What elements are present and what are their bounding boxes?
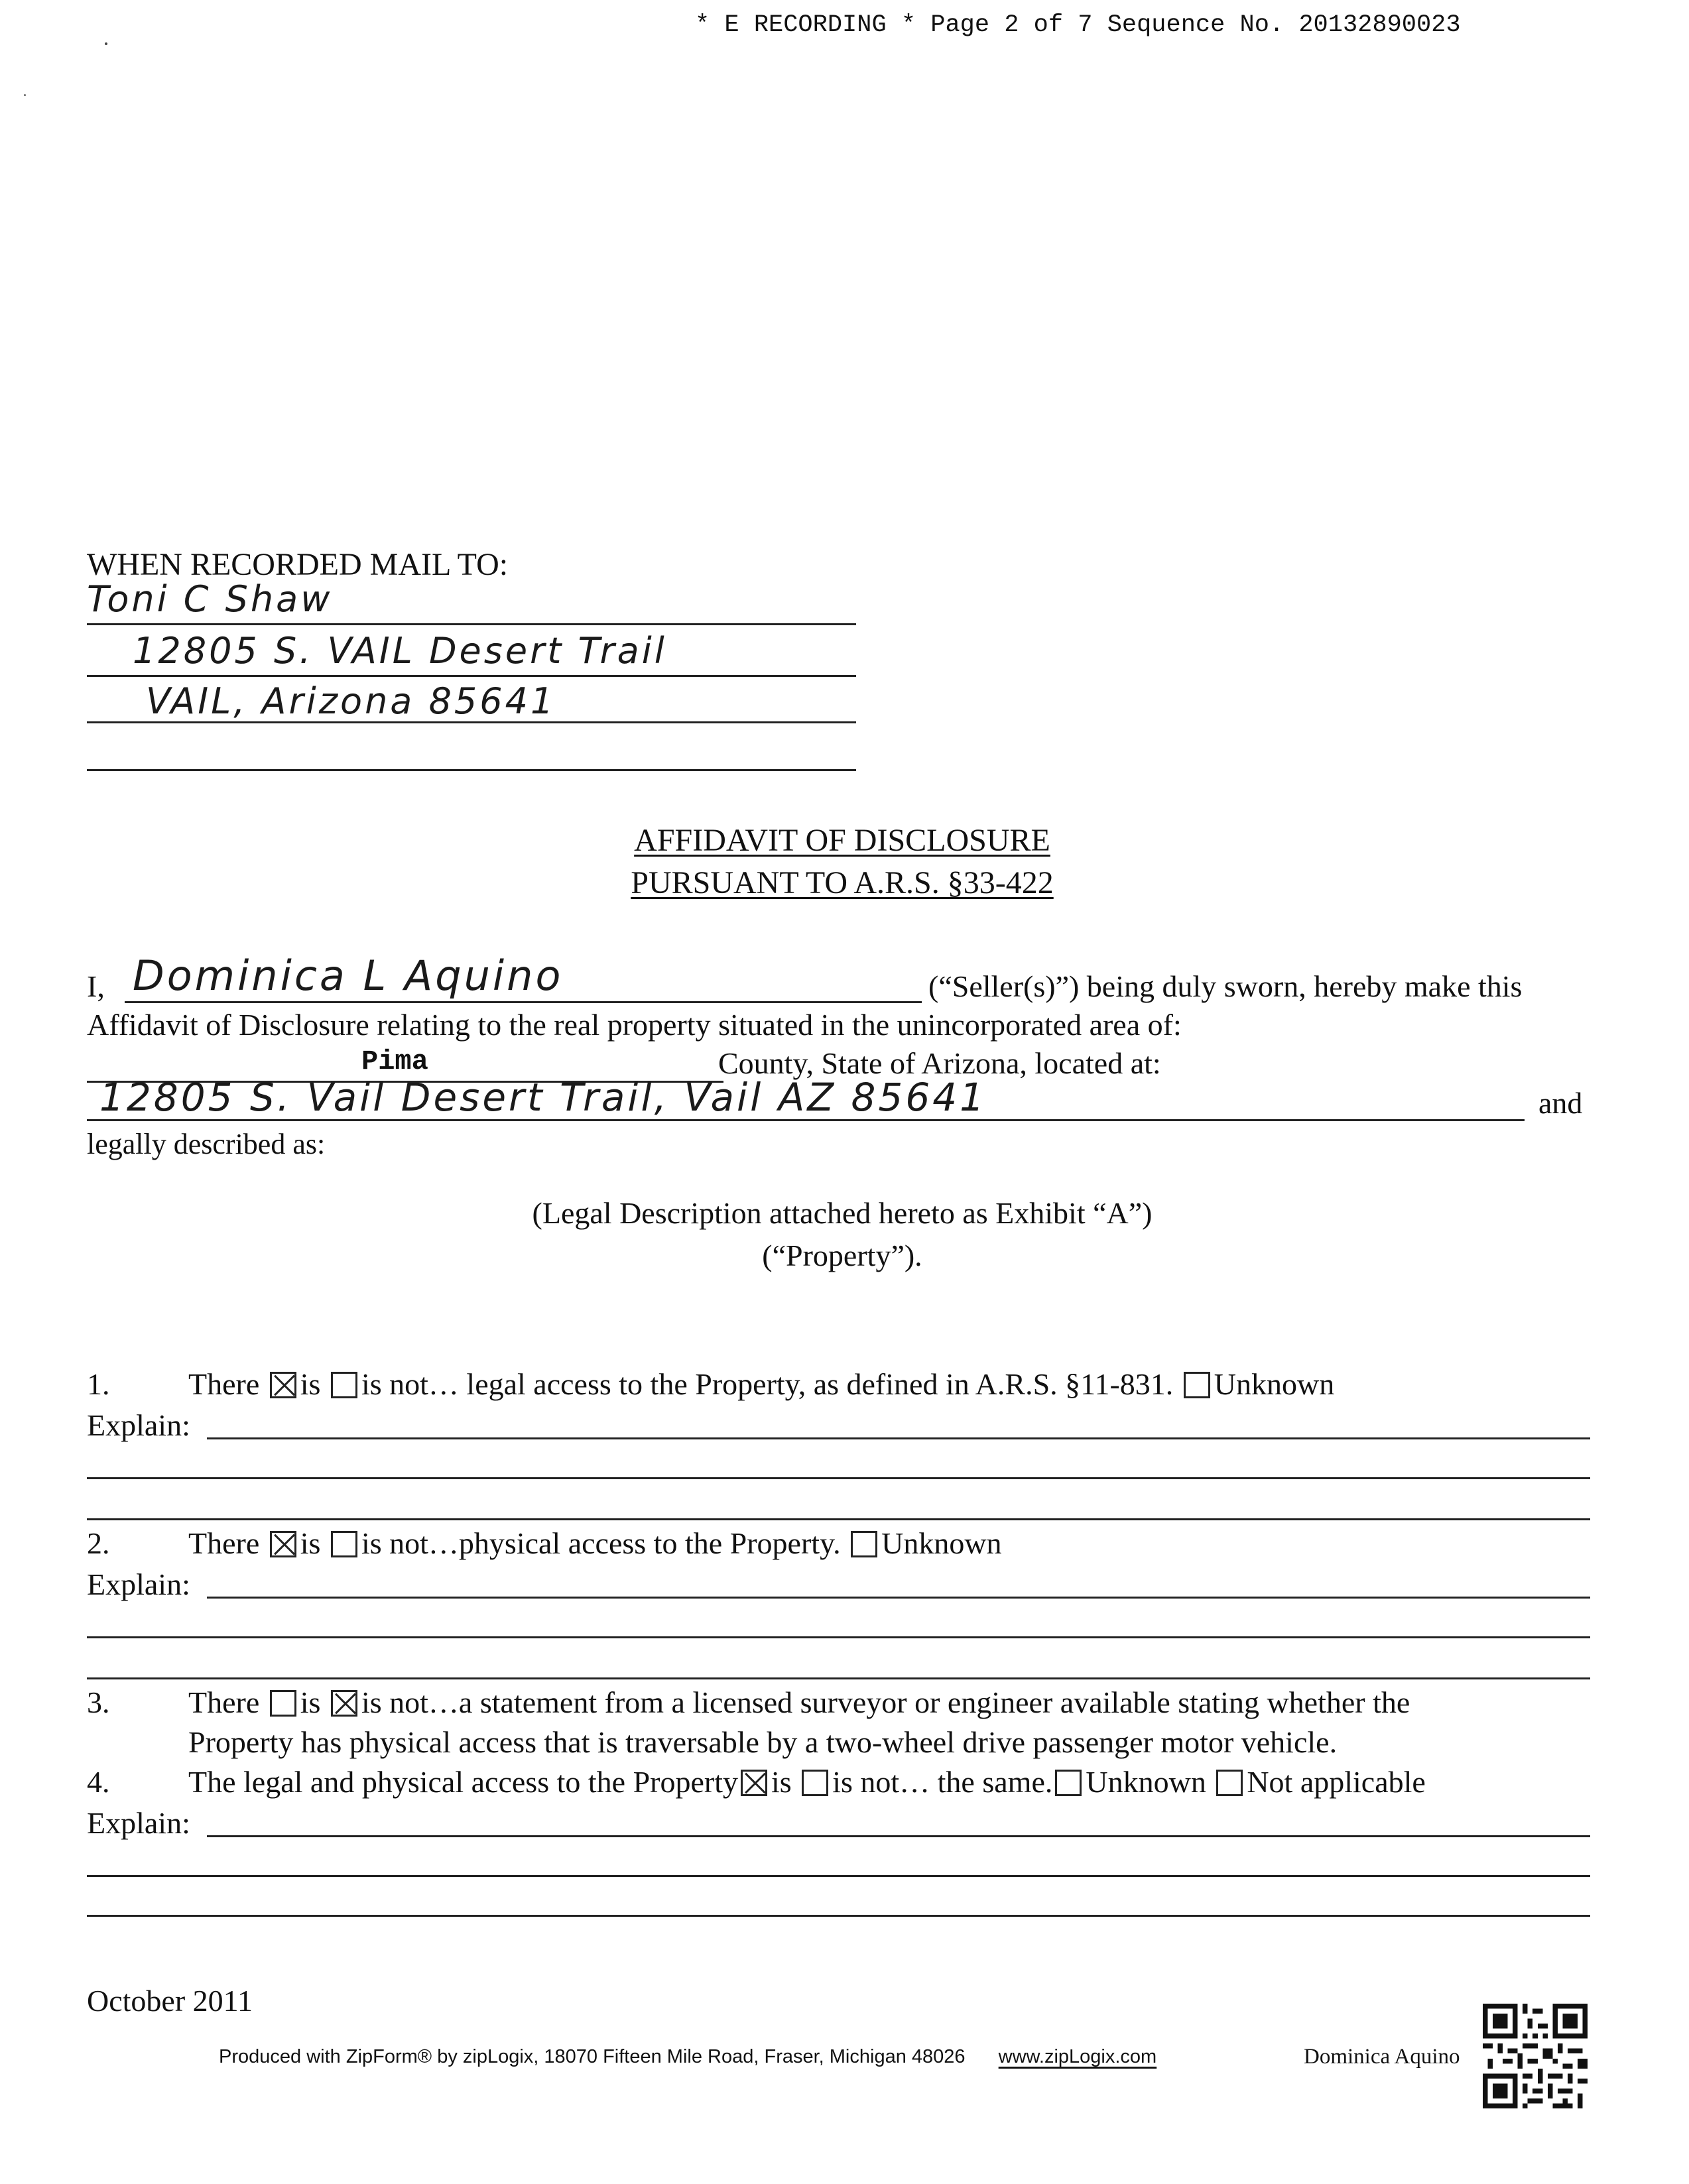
item-2-there: There — [188, 1526, 260, 1560]
signer-name: Dominica Aquino — [1304, 2045, 1460, 2069]
item-2-is-label: is — [300, 1526, 321, 1560]
item-2-explain-label: Explain: — [87, 1567, 190, 1601]
title-text-1: AFFIDAVIT OF DISCLOSURE — [634, 823, 1050, 858]
item-1-is-not-checkbox[interactable] — [331, 1372, 357, 1398]
mail-to-city: VAIL, Arizona 85641 — [146, 680, 556, 722]
address-line — [87, 1119, 1525, 1121]
item-2-is-checkbox[interactable] — [270, 1531, 296, 1557]
produced-text: Produced with ZipForm® by zipLogix, 18070 Fifteen Mile Road, Fraser, Michigan 48026 — [219, 2046, 966, 2067]
and-text: and — [1538, 1086, 1583, 1120]
intro-line-2: Affidavit of Disclosure relating to the real property situated in the unincorporated area of: — [87, 1008, 1182, 1042]
item-4-not-applicable-checkbox[interactable] — [1216, 1770, 1243, 1796]
item-4-explain-line-2[interactable] — [87, 1875, 1590, 1877]
property-label: (“Property”). — [762, 1239, 922, 1272]
item-2-unknown-label: Unknown — [881, 1526, 1002, 1560]
item-1-explain-line-2[interactable] — [87, 1477, 1590, 1479]
mail-to-street: 12805 S. VAIL Desert Trail — [133, 630, 667, 672]
item-4-is-label: is — [771, 1765, 792, 1799]
item-4-is-not-label: is not… the same. — [832, 1765, 1053, 1799]
item-2-explain-line-3[interactable] — [87, 1677, 1590, 1679]
scan-speck — [24, 94, 26, 96]
item-3-row — [188, 1684, 1410, 1721]
title-line-2 — [464, 865, 1220, 902]
item-4-not-applicable-label: Not applicable — [1247, 1765, 1426, 1799]
item-1-explain-line-3[interactable] — [87, 1518, 1590, 1520]
item-1-explain-line-1[interactable] — [207, 1437, 1590, 1439]
seller-suffix: (“Seller(s)”) being duly sworn, hereby make this — [928, 969, 1523, 1003]
mail-to-name: Toni C Shaw — [87, 578, 333, 620]
title-text-2: PURSUANT TO A.R.S. §33-422 — [631, 865, 1054, 900]
mail-to-line-2 — [87, 675, 856, 677]
item-4-text: The legal and physical access to the Property — [188, 1765, 738, 1799]
property-address: 12805 S. Vail Desert Trail, Vail AZ 85641 — [99, 1075, 987, 1120]
mail-to-line-1 — [87, 623, 856, 625]
county-suffix: County, State of Arizona, located at: — [718, 1046, 1161, 1080]
item-4-is-checkbox[interactable] — [741, 1770, 767, 1796]
item-4-explain-line-3[interactable] — [87, 1915, 1590, 1917]
item-3-is-checkbox[interactable] — [270, 1690, 296, 1717]
county-value: Pima — [361, 1046, 428, 1077]
item-2-explain-line-1[interactable] — [207, 1597, 1590, 1599]
item-4-number: 4. — [87, 1765, 110, 1799]
mail-to-line-3 — [87, 721, 856, 723]
item-2-row — [188, 1525, 1002, 1562]
item-2-number: 2. — [87, 1526, 110, 1560]
item-4-explain-label: Explain: — [87, 1806, 190, 1840]
item-1-row — [188, 1366, 1334, 1403]
item-1-explain-label: Explain: — [87, 1408, 190, 1442]
title-line-1 — [464, 822, 1220, 859]
legally-described: legally described as: — [87, 1128, 326, 1160]
item-1-unknown-checkbox[interactable] — [1184, 1372, 1210, 1398]
mail-to-heading: WHEN RECORDED MAIL TO: — [87, 547, 509, 582]
item-2-is-not-checkbox[interactable] — [331, 1531, 357, 1557]
item-2-unknown-checkbox[interactable] — [851, 1531, 877, 1557]
item-4-is-not-checkbox[interactable] — [802, 1770, 828, 1796]
item-3-line-2: Property has physical access that is traversable by a two-wheel drive passenger motor vehicle. — [188, 1725, 1338, 1759]
item-1-is-not-label: is not… legal access to the Property, as defined in A.R.S. §11-831. — [361, 1367, 1174, 1401]
scan-speck — [105, 42, 107, 45]
seller-name: Dominica L Aquino — [133, 951, 564, 1000]
ziplogix-link[interactable]: www.zipLogix.com — [998, 2046, 1157, 2067]
item-1-number: 1. — [87, 1367, 110, 1401]
item-1-unknown-label: Unknown — [1214, 1367, 1335, 1401]
intro-prefix: I, — [87, 969, 105, 1003]
item-4-unknown-label: Unknown — [1086, 1765, 1206, 1799]
item-1-is-checkbox[interactable] — [270, 1372, 296, 1398]
item-2-explain-line-2[interactable] — [87, 1636, 1590, 1638]
item-2-is-not-label: is not…physical access to the Property. — [361, 1526, 841, 1560]
form-date: October 2011 — [87, 1984, 253, 2018]
item-4-explain-line-1[interactable] — [207, 1835, 1590, 1837]
item-3-is-not-checkbox[interactable] — [331, 1690, 357, 1717]
item-4-row — [188, 1764, 1426, 1801]
mail-to-line-4 — [87, 769, 856, 771]
item-3-there: There — [188, 1685, 260, 1719]
item-4-unknown-checkbox[interactable] — [1055, 1770, 1082, 1796]
item-3-is-label: is — [300, 1685, 321, 1719]
qr-code-icon — [1483, 2004, 1588, 2108]
recording-stamp: * E RECORDING * Page 2 of 7 Sequence No. 20132890023 — [695, 11, 1461, 39]
seller-name-line — [125, 1001, 922, 1003]
item-3-is-not-label: is not…a statement from a licensed surveyor or engineer available stating whether the — [361, 1685, 1410, 1719]
legal-description: (Legal Description attached hereto as Exhibit “A”) — [532, 1196, 1153, 1230]
item-3-number: 3. — [87, 1685, 110, 1719]
produced-with — [219, 2045, 1157, 2069]
item-1-there: There — [188, 1367, 260, 1401]
item-1-is-label: is — [300, 1367, 321, 1401]
